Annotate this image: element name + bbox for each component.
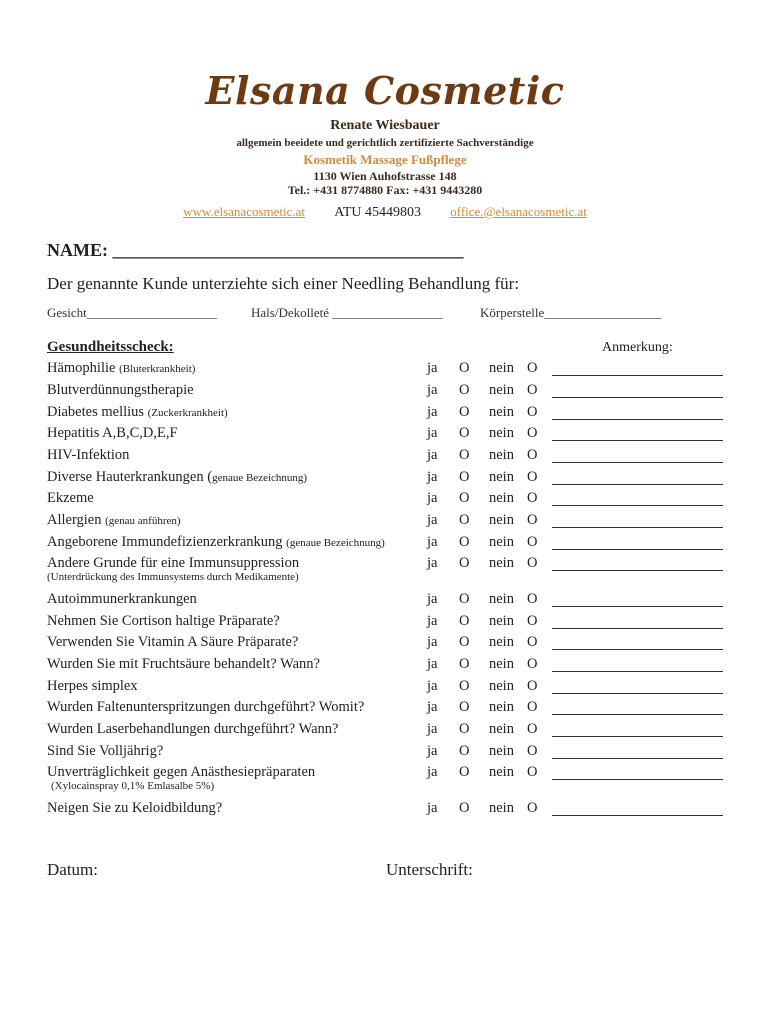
question-main: Unverträglichkeit gegen Anästhesiepräparaten xyxy=(47,764,316,780)
owner-name: Renate Wiesbauer xyxy=(330,118,440,133)
question-text xyxy=(47,425,178,442)
question-main: Andere Grunde für eine Immunsuppression xyxy=(47,555,300,571)
no-option[interactable]: O xyxy=(527,425,538,441)
question-main: Wurden Laserbehandlungen durchgeführt? Wann? xyxy=(47,721,339,737)
remark-label: Anmerkung: xyxy=(602,340,673,355)
yes-option[interactable]: O xyxy=(459,764,470,780)
no-option[interactable]: O xyxy=(527,656,538,672)
question-main: Autoimmunerkrankungen xyxy=(47,591,197,607)
question-main: Diverse Hauterkrankungen ( xyxy=(47,469,213,485)
yes-option[interactable]: O xyxy=(459,800,470,816)
no-label: nein xyxy=(489,512,514,528)
question-row xyxy=(0,634,770,656)
yes-option[interactable]: O xyxy=(459,591,470,607)
remark-line[interactable] xyxy=(552,440,723,441)
remark-line[interactable] xyxy=(552,649,723,650)
yes-label: ja xyxy=(427,764,438,780)
no-option[interactable]: O xyxy=(527,469,538,485)
remark-line[interactable] xyxy=(552,527,723,528)
no-option[interactable]: O xyxy=(527,447,538,463)
question-text xyxy=(47,613,280,630)
question-main: Hämophilie xyxy=(47,360,120,376)
no-label: nein xyxy=(489,425,514,441)
no-label: nein xyxy=(489,656,514,672)
question-row xyxy=(0,743,770,765)
no-option[interactable]: O xyxy=(527,490,538,506)
yes-option[interactable]: O xyxy=(459,678,470,694)
question-main: Nehmen Sie Cortison haltige Präparate? xyxy=(47,613,280,629)
phone-fax: Tel.: +431 8774880 Fax: +431 9443280 xyxy=(287,183,483,197)
question-text xyxy=(47,656,320,673)
question-main: Hepatitis A,B,C,D,E,F xyxy=(47,425,178,441)
question-main: Diabetes mellius xyxy=(47,404,148,420)
question-main: Wurden Sie mit Fruchtsäure behandelt? Wann? xyxy=(47,656,320,672)
yes-label: ja xyxy=(427,591,438,607)
question-text xyxy=(47,764,315,781)
yes-label: ja xyxy=(427,382,438,398)
yes-label: ja xyxy=(427,699,438,715)
no-option[interactable]: O xyxy=(527,382,538,398)
name-field[interactable]: NAME: _______________________________________ xyxy=(47,240,464,260)
tagline: allgemein beeidete und gerichtlich zertifizierte Sachverständige xyxy=(236,137,534,149)
question-text xyxy=(47,382,194,399)
brand-logo-text: Elsana Cosmetic xyxy=(205,68,565,113)
remark-line[interactable] xyxy=(552,736,723,737)
date-label: Datum: xyxy=(47,860,98,879)
no-label: nein xyxy=(489,634,514,650)
question-row xyxy=(0,721,770,743)
field-neck[interactable]: Hals/Dekolleté _________________ xyxy=(251,305,443,320)
question-main: HIV-Infektion xyxy=(47,447,130,463)
question-row xyxy=(0,469,770,491)
no-option[interactable]: O xyxy=(527,534,538,550)
question-row xyxy=(0,404,770,426)
yes-option[interactable]: O xyxy=(459,743,470,759)
question-main: Herpes simplex xyxy=(47,678,138,694)
no-option[interactable]: O xyxy=(527,591,538,607)
question-text xyxy=(47,360,195,377)
yes-option[interactable]: O xyxy=(459,555,470,571)
yes-option[interactable]: O xyxy=(459,534,470,550)
question-text xyxy=(47,490,94,507)
question-note: (genau anführen) xyxy=(105,515,181,527)
intro-text: Der genannte Kunde unterziehte sich einer Needling Behandlung für: xyxy=(47,274,520,293)
yes-label: ja xyxy=(427,678,438,694)
no-option[interactable]: O xyxy=(527,678,538,694)
field-body[interactable]: Körperstelle__________________ xyxy=(480,305,662,320)
question-text xyxy=(47,555,299,572)
question-main: Neigen Sie zu Keloidbildung? xyxy=(47,800,223,816)
field-face[interactable]: Gesicht____________________ xyxy=(47,305,217,320)
yes-label: ja xyxy=(427,447,438,463)
question-row xyxy=(0,360,770,382)
question-text xyxy=(47,447,129,464)
question-note: (Zuckerkrankheit) xyxy=(147,407,228,419)
address: 1130 Wien Auhofstrasse 148 xyxy=(313,169,457,183)
yes-option[interactable]: O xyxy=(459,613,470,629)
question-row xyxy=(0,699,770,721)
no-option[interactable]: O xyxy=(527,721,538,737)
section-title: Gesundheitsscheck: xyxy=(47,339,174,355)
yes-option[interactable]: O xyxy=(459,360,470,376)
yes-label: ja xyxy=(427,656,438,672)
question-row xyxy=(0,591,770,613)
no-label: nein xyxy=(489,613,514,629)
question-main: Blutverdünnungstherapie xyxy=(47,382,194,398)
yes-option[interactable]: O xyxy=(459,721,470,737)
remark-line[interactable] xyxy=(552,375,723,376)
question-row xyxy=(0,490,770,512)
no-label: nein xyxy=(489,699,514,715)
question-main: Verwenden Sie Vitamin A Säure Präparate? xyxy=(47,634,299,650)
yes-option[interactable]: O xyxy=(459,699,470,715)
question-note: (genaue Bezeichnung) xyxy=(286,537,385,549)
subnote-anesthesia: (Xylocainspray 0,1% Emlasalbe 5%) xyxy=(51,780,215,792)
question-text xyxy=(47,404,228,421)
question-main: Ekzeme xyxy=(47,490,94,506)
question-text xyxy=(47,800,222,817)
yes-option[interactable]: O xyxy=(459,425,470,441)
question-row xyxy=(0,447,770,469)
no-label: nein xyxy=(489,555,514,571)
signature-label: Unterschrift: xyxy=(386,860,473,879)
no-label: nein xyxy=(489,591,514,607)
no-label: nein xyxy=(489,800,514,816)
no-label: nein xyxy=(489,382,514,398)
no-option[interactable]: O xyxy=(527,764,538,780)
no-option[interactable]: O xyxy=(527,555,538,571)
remark-line[interactable] xyxy=(552,549,723,550)
no-label: nein xyxy=(489,447,514,463)
no-label: nein xyxy=(489,764,514,780)
yes-label: ja xyxy=(427,555,438,571)
no-option[interactable]: O xyxy=(527,404,538,420)
question-row xyxy=(0,534,770,556)
remark-line[interactable] xyxy=(552,419,723,420)
atu-number: ATU 45449803 xyxy=(334,205,421,220)
no-label: nein xyxy=(489,404,514,420)
yes-option[interactable]: O xyxy=(459,382,470,398)
remark-line[interactable] xyxy=(552,779,723,780)
yes-label: ja xyxy=(427,534,438,550)
no-option[interactable]: O xyxy=(527,634,538,650)
yes-label: ja xyxy=(427,613,438,629)
question-text xyxy=(47,469,307,486)
yes-label: ja xyxy=(427,469,438,485)
remark-line[interactable] xyxy=(552,606,723,607)
yes-option[interactable]: O xyxy=(459,447,470,463)
question-main: Allergien xyxy=(47,512,106,528)
remark-line[interactable] xyxy=(552,462,723,463)
question-text xyxy=(47,512,181,529)
no-label: nein xyxy=(489,469,514,485)
remark-line[interactable] xyxy=(552,714,723,715)
website-link[interactable]: www.elsanacosmetic.at xyxy=(183,204,306,219)
question-row xyxy=(0,613,770,635)
yes-label: ja xyxy=(427,634,438,650)
services: Kosmetik Massage Fußpflege xyxy=(303,152,467,167)
yes-label: ja xyxy=(427,800,438,816)
yes-label: ja xyxy=(427,490,438,506)
question-note: (Bluterkrankheit) xyxy=(119,363,196,375)
question-main: Angeborene Immundefizienzerkrankung xyxy=(47,534,287,550)
no-label: nein xyxy=(489,360,514,376)
question-main: Sind Sie Volljährig? xyxy=(47,743,164,759)
yes-option[interactable]: O xyxy=(459,512,470,528)
question-main: Wurden Faltenunterspritzungen durchgeführt? Womit? xyxy=(47,699,365,715)
question-text xyxy=(47,743,163,760)
remark-line[interactable] xyxy=(552,815,723,816)
no-option[interactable]: O xyxy=(527,512,538,528)
yes-label: ja xyxy=(427,425,438,441)
question-row xyxy=(0,512,770,534)
email-link[interactable]: office.@elsanacosmetic.at xyxy=(450,204,587,219)
remark-line[interactable] xyxy=(552,570,723,571)
remark-line[interactable] xyxy=(552,758,723,759)
yes-label: ja xyxy=(427,404,438,420)
question-text xyxy=(47,678,138,695)
question-text xyxy=(47,634,298,651)
yes-option[interactable]: O xyxy=(459,469,470,485)
question-note: genaue Bezeichnung) xyxy=(212,472,308,484)
remark-line[interactable] xyxy=(552,484,723,485)
yes-option[interactable]: O xyxy=(459,404,470,420)
no-label: nein xyxy=(489,534,514,550)
question-text xyxy=(47,699,364,716)
no-option[interactable]: O xyxy=(527,613,538,629)
no-option[interactable]: O xyxy=(527,699,538,715)
remark-line[interactable] xyxy=(552,671,723,672)
question-row xyxy=(0,425,770,447)
remark-line[interactable] xyxy=(552,693,723,694)
yes-label: ja xyxy=(427,743,438,759)
yes-option[interactable]: O xyxy=(459,490,470,506)
question-text xyxy=(47,591,197,608)
remark-line[interactable] xyxy=(552,628,723,629)
yes-label: ja xyxy=(427,360,438,376)
yes-label: ja xyxy=(427,512,438,528)
question-row xyxy=(0,800,770,822)
subnote-immuno: (Unterdrückung des Immunsystems durch Medikamente) xyxy=(47,571,299,583)
no-label: nein xyxy=(489,678,514,694)
no-label: nein xyxy=(489,743,514,759)
no-label: nein xyxy=(489,490,514,506)
question-text xyxy=(47,534,385,551)
no-option[interactable]: O xyxy=(527,800,538,816)
remark-line[interactable] xyxy=(552,397,723,398)
no-option[interactable]: O xyxy=(527,743,538,759)
question-row xyxy=(0,382,770,404)
question-row xyxy=(0,678,770,700)
remark-line[interactable] xyxy=(552,505,723,506)
no-label: nein xyxy=(489,721,514,737)
yes-label: ja xyxy=(427,721,438,737)
contact-links xyxy=(0,204,770,221)
question-text xyxy=(47,721,339,738)
no-option[interactable]: O xyxy=(527,360,538,376)
yes-option[interactable]: O xyxy=(459,656,470,672)
yes-option[interactable]: O xyxy=(459,634,470,650)
question-row xyxy=(0,656,770,678)
